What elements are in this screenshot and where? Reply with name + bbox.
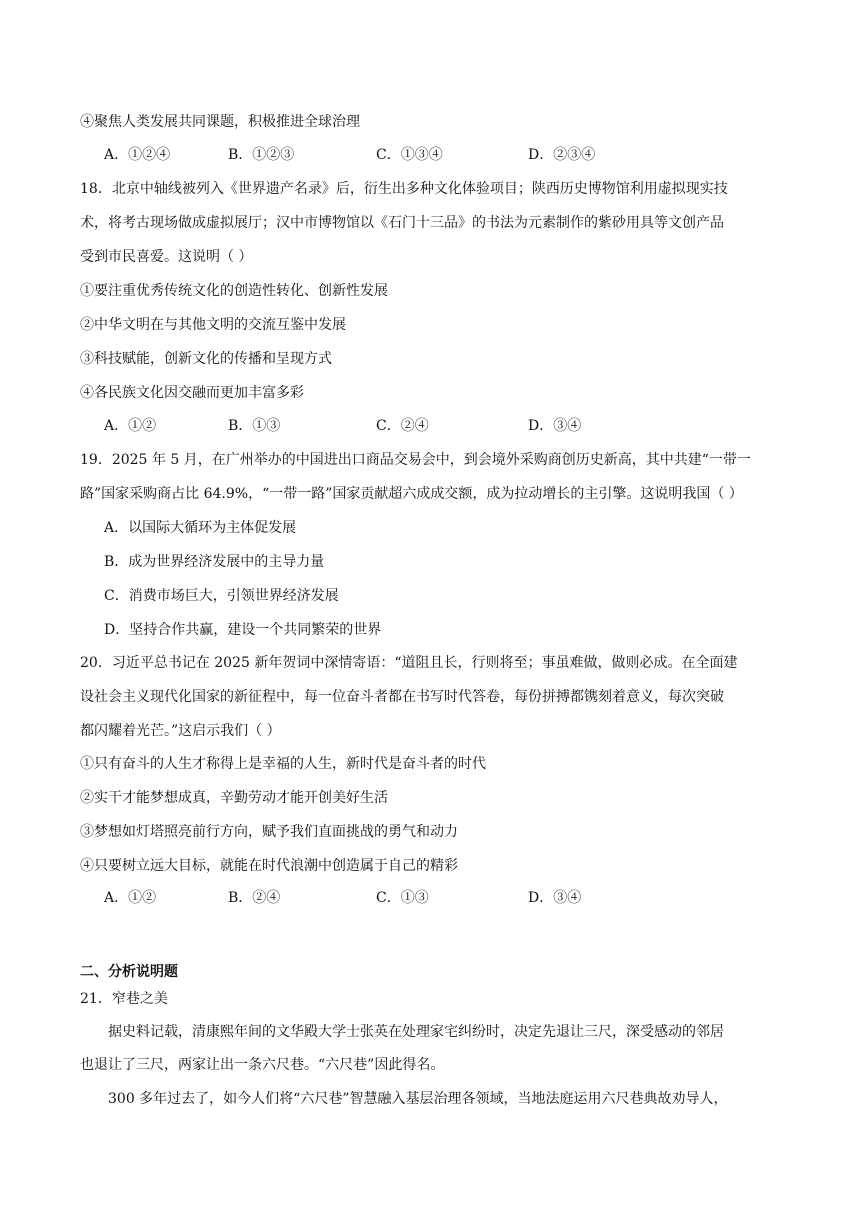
q20-statement-4: ④只要树立远大目标，就能在时代浪潮中创造属于自己的精彩 xyxy=(80,858,458,874)
q19-stem-line-2: 路”国家采购商占比 64.9%，“一带一路”国家贡献超六成成交额，成为拉动增长的主引擎。这说明我国（ ） xyxy=(80,486,743,502)
q21-paragraph-2-line-1: 300 多年过去了，如今人们将“六尺巷”智慧融入基层治理各领域，当地法庭运用六尺巷典故劝导人， xyxy=(108,1091,728,1107)
q19-stem-line-1: 19．2025 年 5 月，在广州举办的中国进出口商品交易会中，到会境外采购商创历史新高，其中共建“一带一 xyxy=(80,452,751,468)
q17-option-d[interactable]: D．②③④ xyxy=(528,147,596,163)
q18-options xyxy=(104,416,804,436)
q18-statement-1: ①要注重优秀传统文化的创造性转化、创新性发展 xyxy=(80,283,388,299)
q20-option-a[interactable]: A．①② xyxy=(104,890,157,906)
q17-options xyxy=(104,145,804,165)
q17-option-a[interactable]: A．①②④ xyxy=(104,147,171,163)
q18-stem-line-3: 受到市民喜爱。这说明（ ） xyxy=(80,249,253,265)
q18-option-d[interactable]: D．③④ xyxy=(528,418,582,434)
q20-stem-line-3: 都闪耀着光芒。”这启示我们（ ） xyxy=(80,723,281,739)
q20-statement-1: ①只有奋斗的人生才称得上是幸福的人生，新时代是奋斗者的时代 xyxy=(80,756,486,772)
q19-option-a[interactable]: A．以国际大循环为主体促发展 xyxy=(104,520,297,536)
q18-statement-4: ④各民族文化因交融而更加丰富多彩 xyxy=(80,385,304,401)
q18-option-c[interactable]: C．②④ xyxy=(376,418,429,434)
q20-option-b[interactable]: B．②④ xyxy=(228,890,281,906)
q20-stem-line-2: 设社会主义现代化国家的新征程中，每一位奋斗者都在书写时代答卷，每份拼搏都镌刻着意义，每次突破 xyxy=(80,689,724,705)
q18-option-b[interactable]: B．①③ xyxy=(228,418,281,434)
q19-option-c[interactable]: C．消费市场巨大，引领世界经济发展 xyxy=(104,588,339,604)
q17-option-c[interactable]: C．①③④ xyxy=(376,147,443,163)
q20-option-d[interactable]: D．③④ xyxy=(528,890,582,906)
section-heading: 二、分析说明题 xyxy=(80,964,178,980)
q20-option-c[interactable]: C．①③ xyxy=(376,890,429,906)
q18-statement-3: ③科技赋能，创新文化的传播和呈现方式 xyxy=(80,351,332,367)
q21-paragraph-1-line-1: 据史料记载，清康熙年间的文华殿大学士张英在处理家宅纠纷时，决定先退让三尺，深受感动的邻居 xyxy=(108,1024,724,1040)
q17-option-b[interactable]: B．①②③ xyxy=(228,147,295,163)
q21-paragraph-1-line-2: 也退让了三尺，两家让出一条六尺巷。“六尺巷”因此得名。 xyxy=(80,1057,445,1073)
q18-statement-2: ②中华文明在与其他文明的交流互鉴中发展 xyxy=(80,317,346,333)
q20-options xyxy=(104,888,804,908)
q19-option-d[interactable]: D．坚持合作共赢，建设一个共同繁荣的世界 xyxy=(104,622,382,638)
q20-stem-line-1: 20．习近平总书记在 2025 新年贺词中深情寄语：“道阻且长，行则将至；事虽难做，做则必成。在全面建 xyxy=(80,655,738,671)
q21-title: 21．窄巷之美 xyxy=(80,991,168,1007)
q19-option-b[interactable]: B．成为世界经济发展中的主导力量 xyxy=(104,554,325,570)
q18-stem-line-1: 18．北京中轴线被列入《世界遗产名录》后，衍生出多种文化体验项目；陕西历史博物馆利用虚拟现实技 xyxy=(80,181,728,197)
q17-statement-4: ④聚焦人类发展共同课题，积极推进全球治理 xyxy=(80,114,360,130)
q18-stem-line-2: 术，将考古现场做成虚拟展厅；汉中市博物馆以《石门十三品》的书法为元素制作的紫砂用具等文创产品 xyxy=(80,215,724,231)
q18-option-a[interactable]: A．①② xyxy=(104,418,157,434)
q20-statement-2: ②实干才能梦想成真，辛勤劳动才能开创美好生活 xyxy=(80,790,388,806)
q20-statement-3: ③梦想如灯塔照亮前行方向，赋予我们直面挑战的勇气和动力 xyxy=(80,824,458,840)
